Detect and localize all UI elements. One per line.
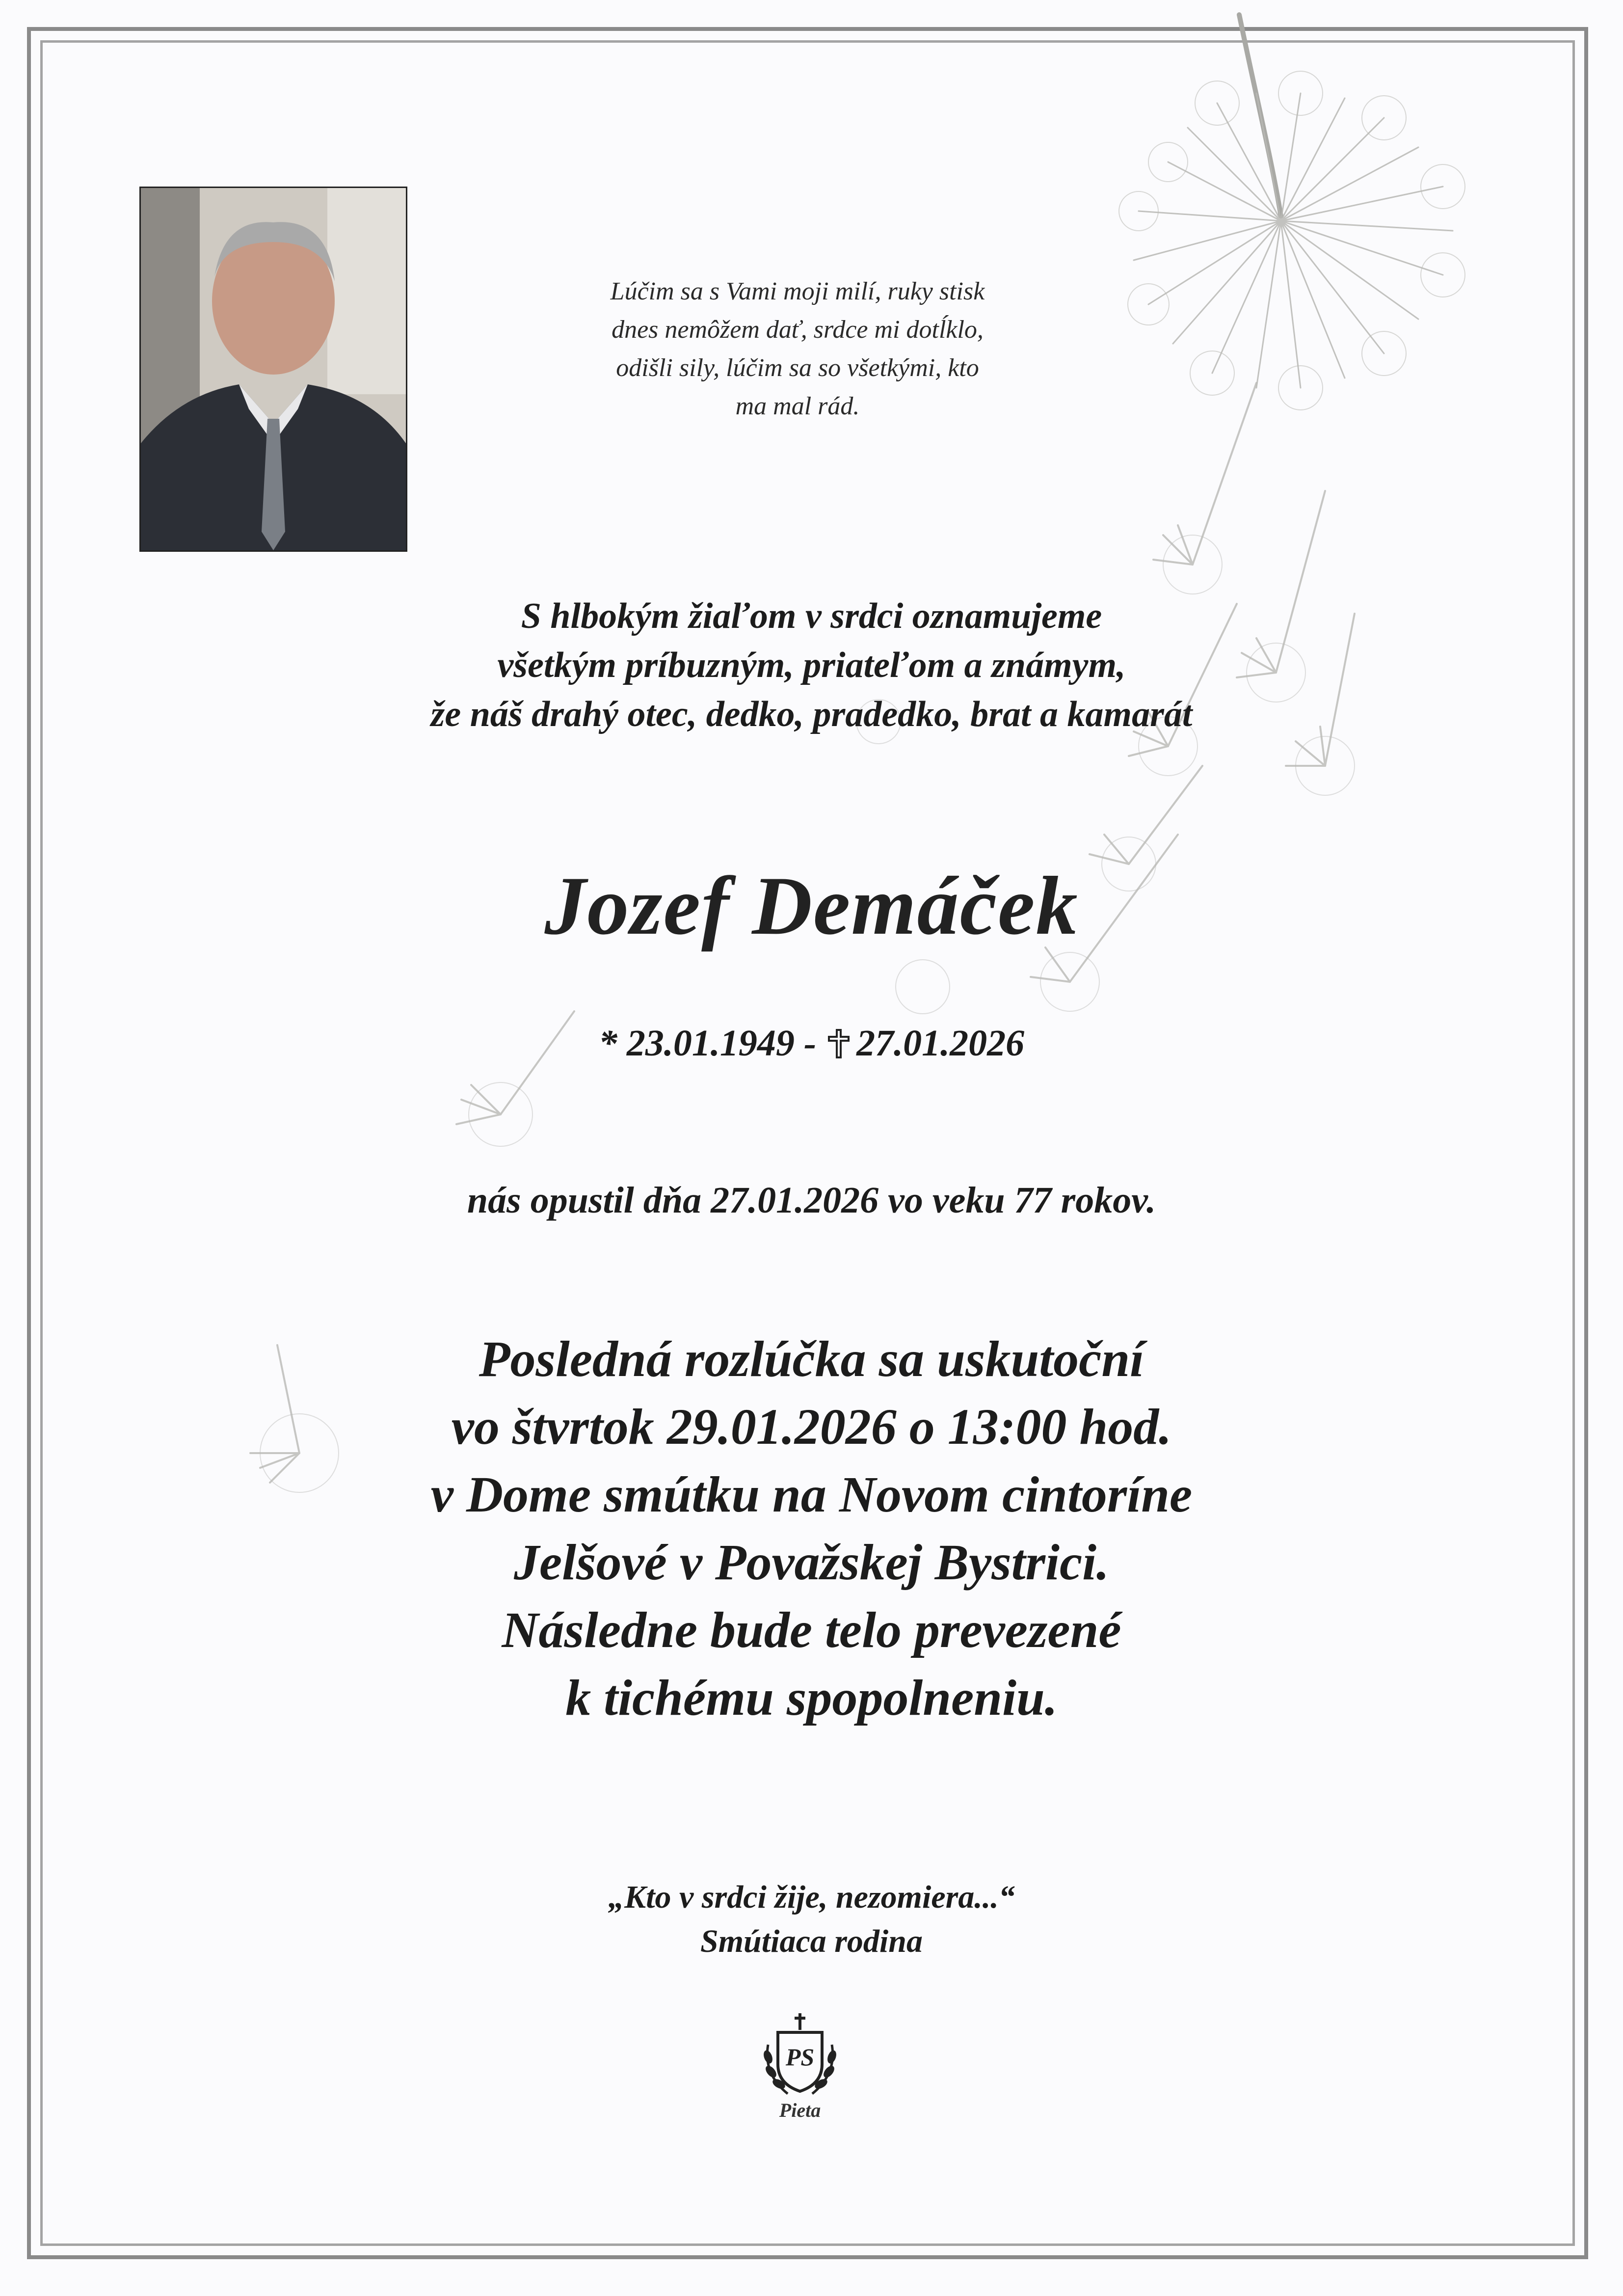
poem-line: dnes nemôžem dať, srdce mi dotĺklo, bbox=[612, 316, 984, 344]
cross-icon bbox=[826, 1029, 851, 1058]
poem-line: odišli sily, lúčim sa so všetkými, kto bbox=[616, 354, 979, 382]
farewell-line: vo štvrtok 29.01.2026 o 13:00 hod. bbox=[451, 1399, 1172, 1455]
poem-line: Lúčim sa s Vami moji milí, ruky stisk bbox=[610, 277, 985, 305]
farewell-line: v Dome smútku na Novom cintoríne bbox=[430, 1466, 1193, 1523]
poem-line: ma mal rád. bbox=[735, 392, 860, 420]
pieta-emblem-icon bbox=[758, 2010, 842, 2099]
passing-note: nás opustil dňa 27.01.2026 vo veku 77 rokov. bbox=[467, 1180, 1156, 1221]
farewell-line: Jelšové v Považskej Bystrici. bbox=[513, 1534, 1109, 1591]
farewell-info bbox=[0, 1325, 1623, 1732]
announcement-line: že náš drahý otec, dedko, pradedko, brat a kamarát bbox=[430, 694, 1193, 734]
life-dates bbox=[0, 1019, 1623, 1068]
farewell-line: Následne bude telo prevezené bbox=[502, 1602, 1121, 1658]
birth-date: * 23.01.1949 - bbox=[598, 1023, 817, 1064]
signature: Smútiaca rodina bbox=[700, 1923, 923, 1959]
closing-quote: „Kto v srdci žije, nezomiera...“ bbox=[608, 1879, 1015, 1915]
poem bbox=[525, 272, 1070, 426]
portrait-photo bbox=[139, 187, 407, 552]
deceased-name: Jozef Demáček bbox=[544, 860, 1079, 952]
pieta-logo bbox=[758, 2010, 842, 2123]
announcement-line: S hlbokým žiaľom v srdci oznamujeme bbox=[521, 596, 1102, 636]
logo-label: Pieta bbox=[779, 2099, 821, 2121]
announcement bbox=[0, 592, 1623, 739]
farewell-line: Posledná rozlúčka sa uskutoční bbox=[479, 1331, 1144, 1387]
announcement-line: všetkým príbuzným, priateľom a známym, bbox=[497, 645, 1126, 685]
logo-monogram: PS bbox=[785, 2043, 815, 2071]
death-date: 27.01.2026 bbox=[856, 1023, 1025, 1064]
farewell-line: k tichému spopolneniu. bbox=[565, 1670, 1058, 1726]
